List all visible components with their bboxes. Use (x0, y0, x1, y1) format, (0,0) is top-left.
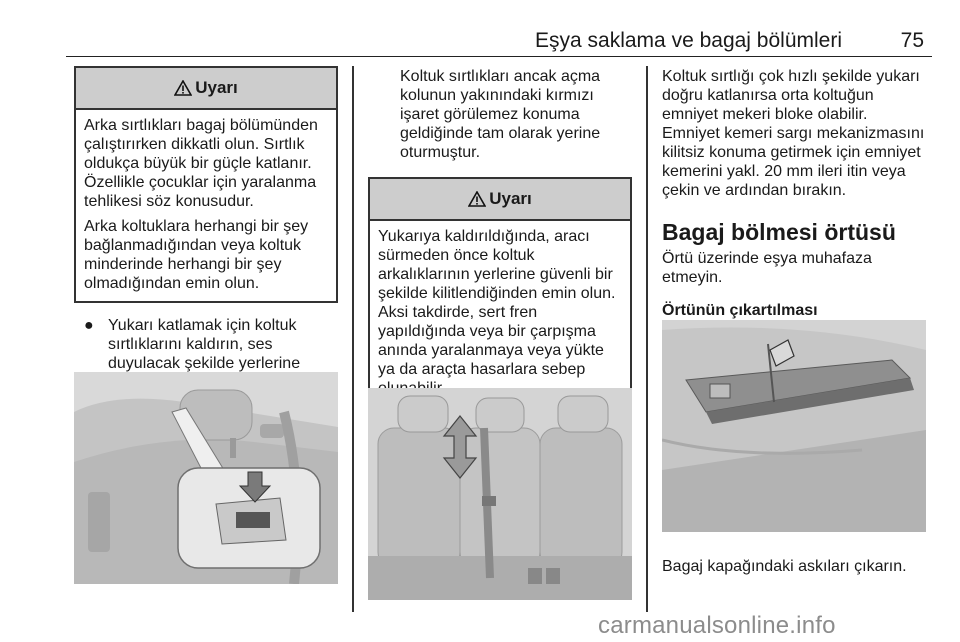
seat-latch-illustration (74, 372, 338, 584)
warning-header-1 (76, 68, 336, 110)
subsection-heading: Örtünün çıkartılması (662, 302, 818, 319)
page-number: 75 (900, 29, 924, 52)
warning-triangle-icon (468, 191, 486, 207)
warning-paragraph: Arka koltuklara herhangi bir şey bağlanmadığından veya koltuk minderinde herhangi bir şey olmadığından emin olun. (84, 218, 309, 292)
column-divider-2 (646, 66, 648, 612)
bullet-symbol: ● (84, 317, 94, 334)
cover-note: Örtü üzerinde eşya muhafaza etmeyin. (662, 250, 872, 286)
header-title: Eşya saklama ve bagaj bölümleri (535, 29, 842, 52)
watermark: carmanualsonline.info (598, 612, 836, 639)
page-header (66, 22, 932, 57)
warning-box-2 (368, 177, 632, 408)
figure-caption: Bagaj kapağındaki askıları çıkarın. (662, 558, 907, 575)
warning-header-2 (370, 179, 630, 221)
cover-removal-illustration (662, 320, 926, 532)
column-3-caption (662, 557, 926, 576)
warning-paragraph: Arka sırtlıkları bagaj bölümünden çalıştırırken dikkatli olun. Sırtlık oldukça büyük bir güçle katlanır. Özellikle çocuklar için yaralanma tehlikesi söz konusudur. (84, 117, 318, 210)
warning-paragraph: Yukarıya kaldırıldığında, aracı sürmeden önce koltuk arkalıklarının yerlerine güvenli bir şekilde kilitlendiğinden emin olun. Aksi takdirde, sert fren yapıldığında veya bir çarpışma anında yaralanmaya veya yükte ya da araçta hasarlara sebep (378, 228, 616, 378)
column-2 (368, 67, 632, 408)
warning-box-1 (74, 66, 338, 303)
warning-title-2: Uyarı (489, 189, 532, 208)
rear-seat-illustration (368, 388, 632, 600)
column-divider-1 (352, 66, 354, 612)
seatbelt-text: Koltuk sırtlığı çok hızlı şekilde yukarı doğru katlanırsa orta koltuğun emniyet mekeri bloke olabilir. Emniyet kemeri sargı mekanizmasını kilitsiz konuma getirmek için emniyet kemerini yakl. 20 mm ileri itin veya çekin ve ardından bırakın. (662, 68, 925, 199)
section-heading: Bagaj bölmesi örtüsü (662, 219, 896, 245)
column-1 (74, 66, 338, 392)
column-3 (662, 67, 926, 320)
warning-title-1: Uyarı (195, 78, 238, 97)
warning-body-2 (370, 221, 630, 406)
bullet-text: Yukarı katlamak için koltuk sırtlıklarını kaldırın, ses duyulacak şekilde yerlerine (108, 317, 301, 372)
warning-triangle-icon (174, 80, 192, 96)
intro-text: Koltuk sırtlıkları ancak açma kolunun yakınındaki kırmızı işaret görülemez konuma geldiğinde tam olarak yerine oturmuştur. (400, 68, 601, 161)
warning-body-1 (76, 110, 336, 301)
